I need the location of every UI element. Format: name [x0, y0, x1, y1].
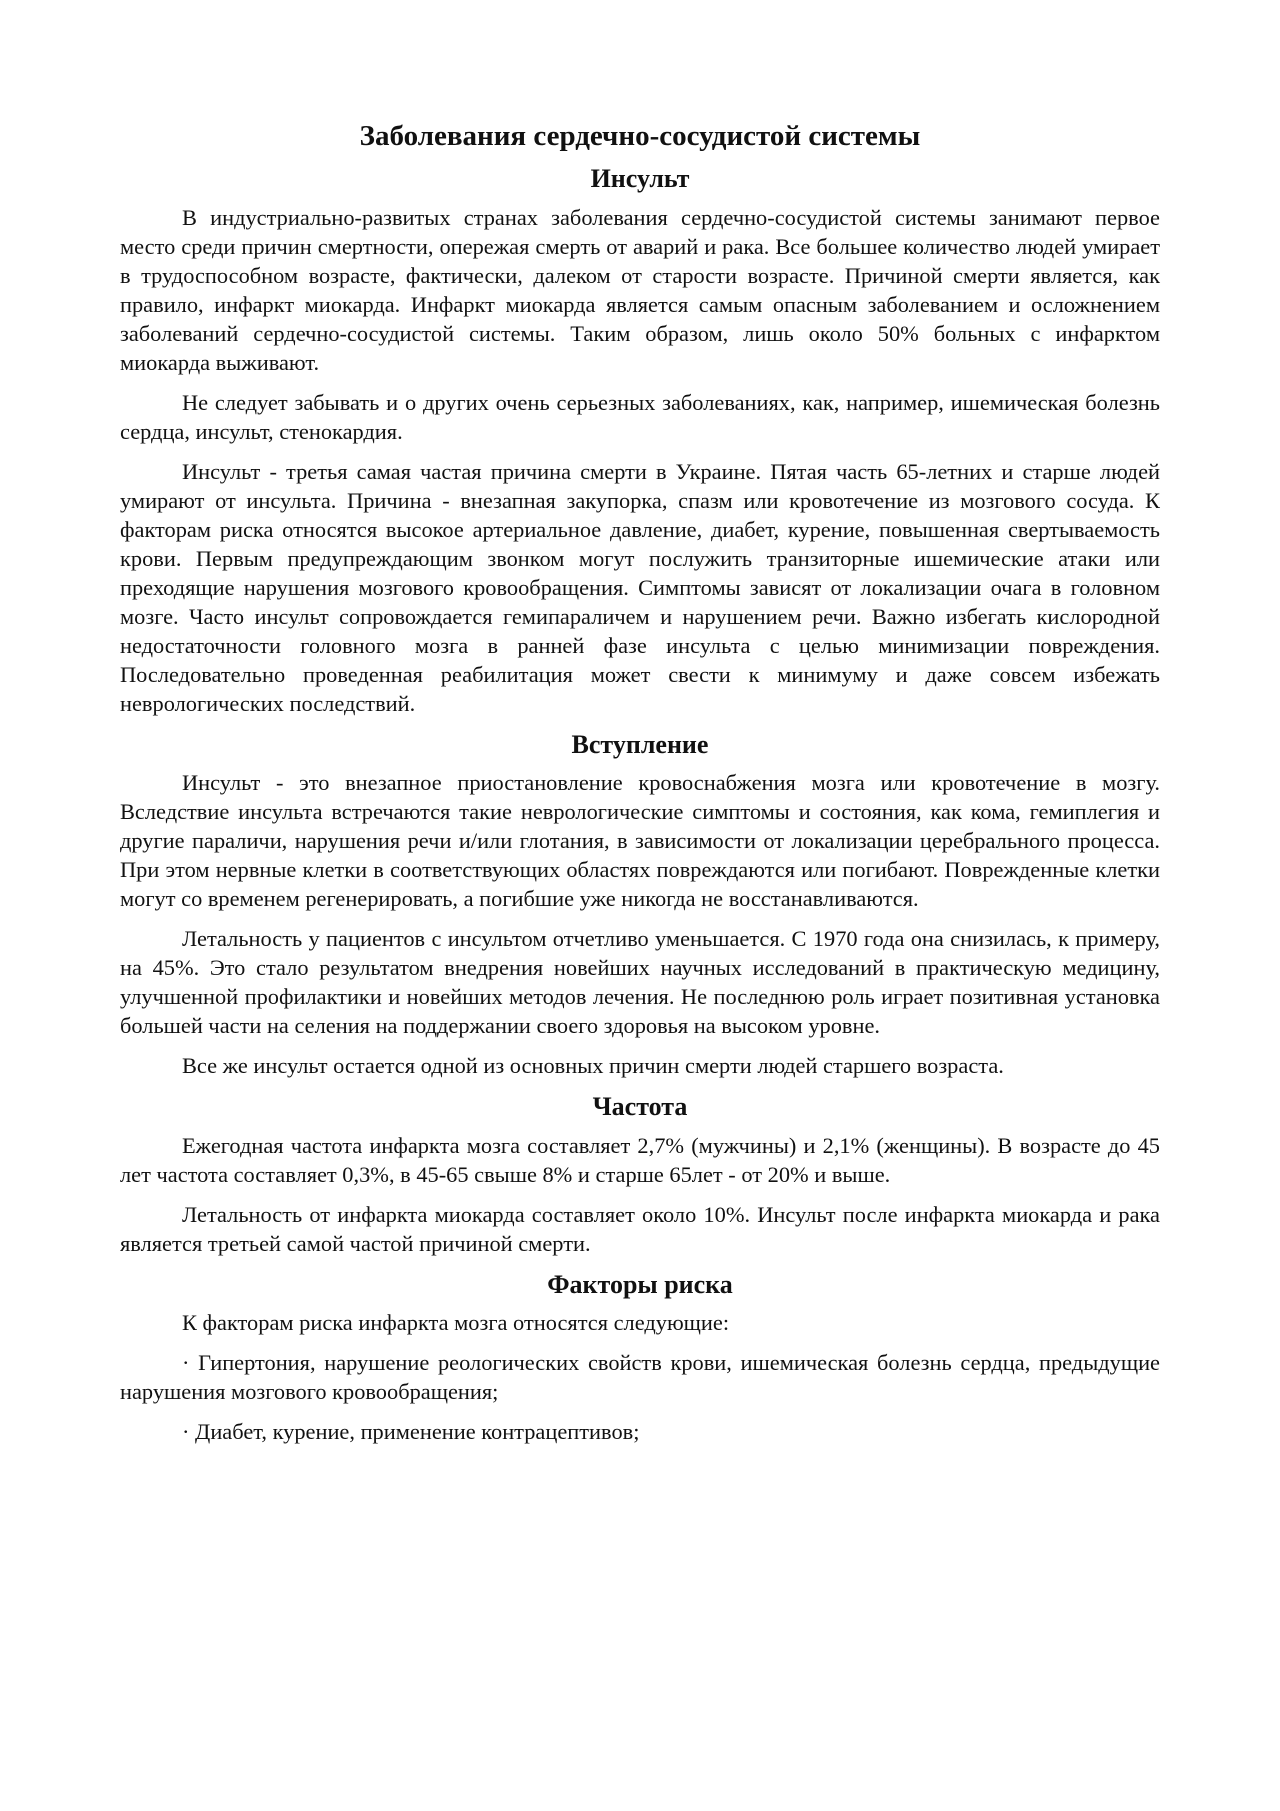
section-introduction [120, 729, 1160, 1081]
paragraph: Летальность от инфаркта миокарда составляет около 10%. Инсульт после инфаркта миокарда и рака является третьей самой частой причиной смерти. [120, 1201, 1160, 1256]
section-heading: Факторы риска [547, 1269, 733, 1299]
paragraph: Инсульт - это внезапное приостановление кровоснабжения мозга или кровотечение в мозгу. Вследствие инсульта встречаются такие неврологические симптомы и состояния, как кома, гемиплегия и другие параличи, нарушения речи и/или глотания, в зависимости от локализации церебрального процесса. При этом нервные клетки в соответствующих областях повреждаются или погибают. Поврежденные клетки могут со временем регенерировать, а погибшие уже никогда не восстанавливаются. [120, 770, 1160, 912]
list-item: · Диабет, курение, применение контрацептивов; [182, 1419, 640, 1445]
document-page [120, 118, 1160, 1457]
section-heading: Частота [592, 1092, 688, 1122]
paragraph: Инсульт - третья самая частая причина смерти в Украине. Пятая часть 65-летних и старше людей умирают от инсульта. Причина - внезапная закупорка, спазм или кровотечение из мозгового сосуда. К факторам риска относятся высокое артериальное давление, диабет, курение, повышенная свертываемость крови. Первым предупреждающим звонком могут послужить транзиторные ишемические атаки или преходящие нарушения мозгового кровообращения. Симптомы зависят от локализации очага в головном мозге. Часто инсульт сопровождается гемипараличем и нарушением речи. Важно избегать кислородной недостаточности головного мозга в ранней фазе инсульта с целью минимизации повреждения. Последовательно проведенная реабилитация может свести к минимуму и даже совсем избежать неврологических последствий. [120, 458, 1160, 716]
section-risk-factors [120, 1269, 1160, 1447]
list-item: · Гипертония, нарушение реологических свойств крови, ишемическая болезнь сердца, предыдущие нарушения мозгового кровообращения; [120, 1350, 1160, 1405]
section-heading: Вступление [571, 729, 709, 759]
paragraph: Все же инсульт остается одной из основных причин смерти людей старшего возраста. [182, 1053, 1004, 1079]
document-title: Заболевания сердечно-сосудистой системы [359, 120, 921, 152]
paragraph: В индустриально-развитых странах заболевания сердечно-сосудистой системы занимают первое место среди причин смертности, опережая смерть от аварий и рака. Все большее количество людей умирает в трудоспособном возрасте, фактически, далеком от старости возрасте. Причиной смерти является, как правило, инфаркт миокарда. Инфаркт миокарда является самым опасным заболеванием и осложнением заболеваний сердечно-сосудистой системы. Таким образом, лишь около 50% больных с инфарктом миокарда выживают. [120, 204, 1160, 375]
section-insult [120, 163, 1160, 718]
paragraph: Летальность у пациентов с инсультом отчетливо уменьшается. С 1970 года она снизилась, к примеру, на 45%. Это стало результатом внедрения новейших научных исследований в практическую медицину, улучшенной профилактики и новейших методов лечения. Не последнюю роль играет позитивная установка большей части на селения на поддержании своего здоровья на высоком уровне. [120, 926, 1160, 1039]
paragraph: Ежегодная частота инфаркта мозга составляет 2,7% (мужчины) и 2,1% (женщины). В возрасте до 45 лет частота составляет 0,3%, в 45-65 свыше 8% и старше 65лет - от 20% и выше. [120, 1132, 1160, 1187]
paragraph: К факторам риска инфаркта мозга относятся следующие: [182, 1310, 730, 1336]
section-heading: Инсульт [590, 164, 690, 194]
paragraph: Не следует забывать и о других очень серьезных заболеваниях, как, например, ишемическая болезнь сердца, инсульт, стенокардия. [120, 389, 1160, 444]
section-frequency [120, 1091, 1160, 1258]
